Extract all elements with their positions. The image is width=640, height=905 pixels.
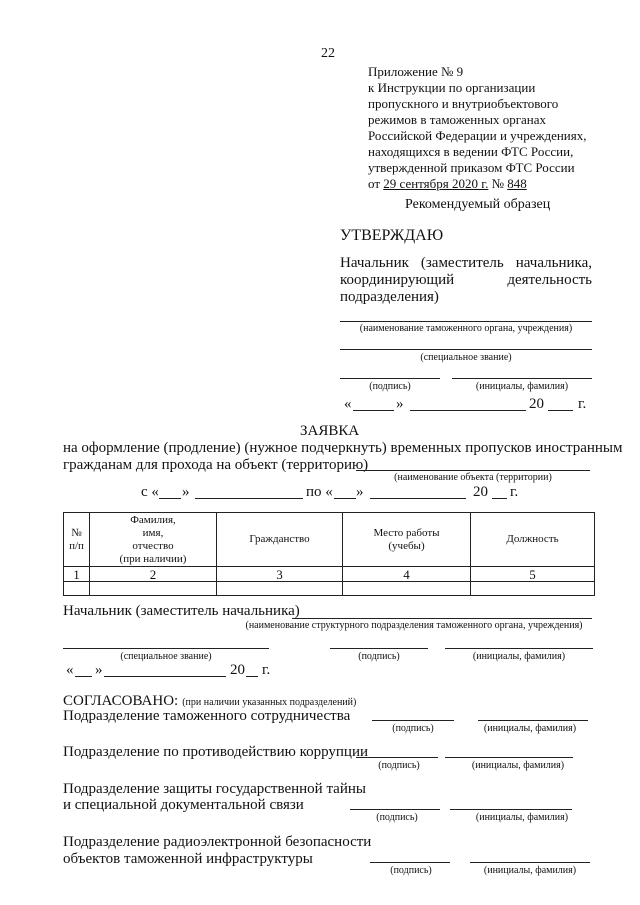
table-numbers-row [64,567,595,582]
unit-name-line[interactable] [292,618,592,619]
year-line[interactable] [548,410,573,411]
approve-position-line-3: подразделения) [340,289,439,305]
agreed-note: (при наличии указанных подразделений) [182,697,357,708]
order-number-prefix: № [488,176,508,191]
page-number: 22 [321,46,335,61]
chief-day-line[interactable] [75,676,92,677]
unit-signature-line[interactable] [350,809,440,810]
agreed-title: СОГЛАСОВАНО: [63,693,179,709]
to-label: по « [306,484,333,500]
header-text: Место работы [373,526,440,539]
initials-caption: (инициалы, фамилия) [475,381,569,392]
table-header-row [64,513,595,567]
unit-name-caption: (наименование структурного подразделения таможенного органа, учреждения) [245,620,583,631]
rank-line[interactable] [340,349,592,350]
year-suffix: г. [578,396,587,412]
header-text: № [71,526,82,539]
appendix-line: Приложение № 9 [368,64,464,79]
agreed-unit-secrecy: Подразделение защиты государственной тайны [63,781,366,797]
unit-initials-line[interactable] [445,757,573,758]
approve-word: деятельность [507,272,592,288]
chief-initials-caption: (инициалы, фамилия) [472,651,566,662]
appendix-line: режимов в таможенных органах [368,112,547,127]
signature-line[interactable] [340,378,440,379]
unit-initials-caption: (инициалы, фамилия) [475,812,569,823]
request-title: ЗАЯВКА [300,423,360,439]
unit-signature-line[interactable] [370,862,450,863]
rank-caption: (специальное звание) [420,352,512,363]
chief-year-prefix: 20 [230,662,245,678]
table-cell[interactable] [217,582,343,596]
date-close-quote: » [396,396,404,412]
unit-initials-line[interactable] [450,809,572,810]
column-number: 2 [90,567,217,582]
table-cell[interactable] [471,582,595,596]
column-number: 5 [471,567,595,582]
agreed-unit-customs: Подразделение таможенного сотрудничества [63,708,351,724]
header-text: (при наличии) [119,552,187,565]
appendix-line: к Инструкции по организации [368,80,536,95]
chief-initials-line[interactable] [445,648,593,649]
appendix-order-line [368,176,527,192]
column-number: 3 [217,567,343,582]
header-workplace [343,513,471,567]
unit-signature-caption: (подпись) [376,812,418,823]
column-number: 1 [64,567,90,582]
chief-year-line[interactable] [246,676,258,677]
agreed-unit-radioelectronic-line-2: объектов таможенной инфраструктуры [63,851,313,867]
unit-signature-caption: (подпись) [378,760,420,771]
header-text: Фамилия, [130,513,176,526]
unit-signature-line[interactable] [356,757,438,758]
org-name-caption: (наименование таможенного органа, учреждения) [359,323,573,334]
table-row [64,582,595,596]
year-prefix: 20 [529,396,544,412]
appendix-line: находящихся в ведении ФТС России, [368,144,574,159]
unit-signature-line[interactable] [372,720,454,721]
chief-date-close: » [95,662,103,678]
chief-label: Начальник (заместитель начальника) [63,603,300,619]
object-name-line[interactable] [356,470,590,471]
agreed-unit-anticorruption: Подразделение по противодействию коррупции [63,744,369,760]
order-date-prefix: от [368,176,384,191]
header-text: (учебы) [388,539,425,552]
month-line[interactable] [410,410,526,411]
org-name-line[interactable] [340,321,592,322]
approve-word: (заместитель [420,255,504,271]
header-full-name [90,513,217,567]
object-name-caption: (наименование объекта (территории) [394,472,552,483]
approve-position-line-1 [340,255,592,272]
applicants-table [63,512,595,596]
from-month-line[interactable] [195,498,303,499]
initials-line[interactable] [452,378,592,379]
header-position: Должность [471,513,595,567]
chief-rank-line[interactable] [63,648,269,649]
header-text: п/п [69,539,84,552]
table-cell[interactable] [64,582,90,596]
chief-month-line[interactable] [104,676,226,677]
unit-initials-caption: (инициалы, фамилия) [483,723,577,734]
approve-title: УТВЕРЖДАЮ [340,227,444,244]
chief-rank-caption: (специальное звание) [120,651,212,662]
unit-initials-line[interactable] [470,862,590,863]
to-year-prefix: 20 [473,484,488,500]
from-close-quote: » [182,484,190,500]
unit-initials-caption: (инициалы, фамилия) [483,865,577,876]
from-label: с « [141,484,159,500]
table-cell[interactable] [343,582,471,596]
column-number: 4 [343,567,471,582]
agreed-unit-secrecy-line-2: и специальной документальной связи [63,797,304,813]
header-number [64,513,90,567]
appendix-line: Российской Федерации и учреждениях, [368,128,587,143]
to-year-line[interactable] [492,498,507,499]
chief-date-open: « [66,662,74,678]
request-text-line-2: гражданам для прохода на объект (территорию) [63,457,369,473]
request-text-line-1: на оформление (продление) (нужное подчеркнуть) временных пропусков иностранным [63,440,623,456]
unit-signature-caption: (подпись) [392,723,434,734]
agreed-unit-radioelectronic: Подразделение радиоэлектронной безопасности [63,834,372,850]
chief-signature-caption: (подпись) [358,651,400,662]
approve-word: начальника, [515,255,592,271]
unit-initials-caption: (инициалы, фамилия) [471,760,565,771]
signature-caption: (подпись) [369,381,411,392]
to-month-line[interactable] [370,498,466,499]
order-number: 848 [507,176,527,191]
recommended-sample: Рекомендуемый образец [405,197,551,212]
approve-word: координирующий [340,272,455,288]
header-text: отчество [132,539,174,552]
appendix-line: пропускного и внутриобъектового [368,96,559,111]
day-line[interactable] [353,410,394,411]
from-day-line[interactable] [159,498,181,499]
to-day-line[interactable] [334,498,356,499]
to-year-suffix: г. [510,484,519,500]
table-cell[interactable] [90,582,217,596]
appendix-line: утвержденной приказом ФТС России [368,160,575,175]
order-date: 29 сентября 2020 г. [383,176,489,191]
date-open-quote: « [344,396,352,412]
chief-year-suffix: г. [262,662,271,678]
chief-signature-line[interactable] [330,648,428,649]
approve-word: Начальник [340,255,409,271]
header-citizenship: Гражданство [217,513,343,567]
unit-initials-line[interactable] [478,720,588,721]
approve-position-line-2 [340,272,592,289]
unit-signature-caption: (подпись) [390,865,432,876]
header-text: имя, [142,526,164,539]
to-close-quote: » [356,484,364,500]
